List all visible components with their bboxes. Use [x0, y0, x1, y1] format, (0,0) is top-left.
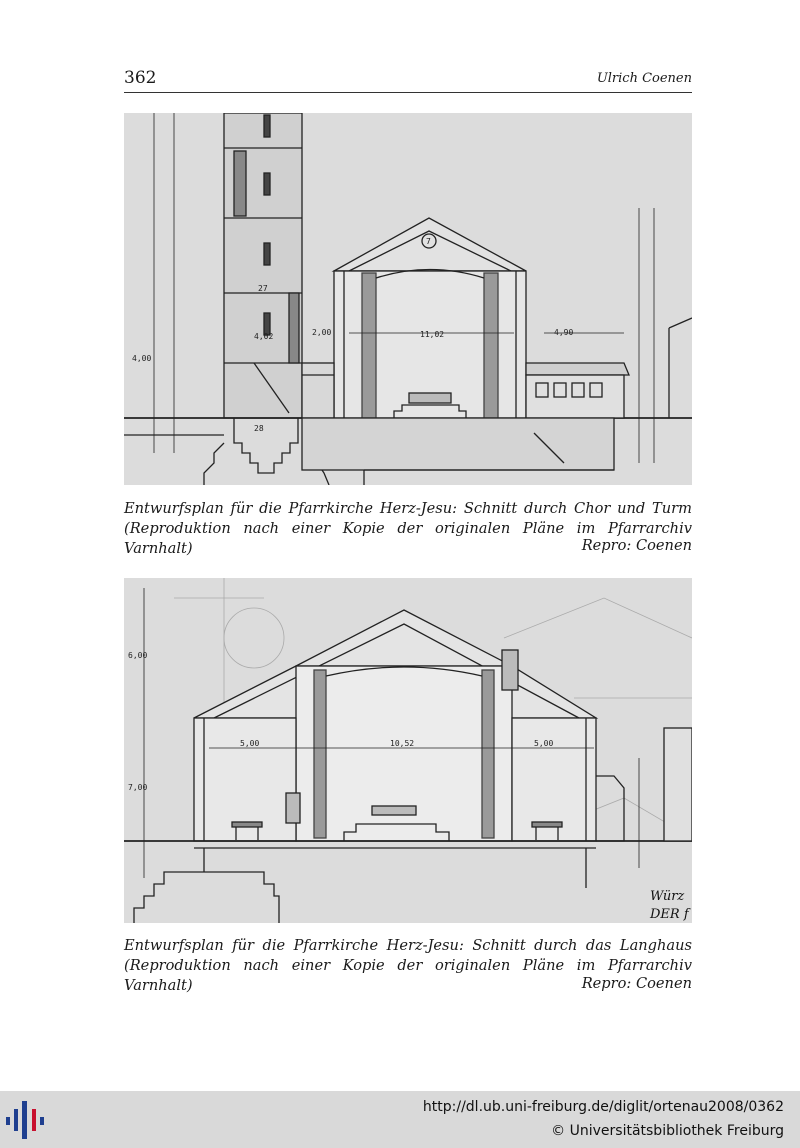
figure-2-svg: [124, 578, 692, 923]
fig2-handwriting-1: Würz: [650, 889, 685, 904]
fig1-room-1-label: 27: [258, 284, 268, 293]
fig1-level-1-label: 4,02: [254, 332, 274, 341]
fig2-aisle-right-label: 5,00: [534, 739, 554, 748]
footer-copyright: © Universitätsbibliothek Freiburg: [551, 1123, 784, 1139]
footer-url-link[interactable]: http://dl.ub.uni-freiburg.de/diglit/ortenau2008/0362: [422, 1099, 784, 1115]
figure-1-choir-tower-drawing: [124, 113, 692, 485]
figure-1-caption: Entwurfsplan für die Pfarrkirche Herz-Jesu: Schnitt durch Chor und Turm (Reproduktion nach einer Kopie der originalen Pläne im Pfarrarchiv Varnhalt): [124, 500, 692, 557]
fig2-nave-width-label: 10,52: [390, 739, 415, 748]
library-footer: [0, 1091, 800, 1148]
fig2-height-2-label: 6,00: [128, 651, 148, 660]
figure-2-caption: Entwurfsplan für die Pfarrkirche Herz-Jesu: Schnitt durch das Langhaus (Reproduktion nach einer Kopie der originalen Pläne im Pfarrarchiv Varnhalt): [124, 937, 692, 994]
figure-1-credit: Repro: Coenen: [581, 537, 692, 554]
fig2-aisle-left-label: 5,00: [240, 739, 260, 748]
page-number: 362: [124, 68, 157, 88]
running-head-author: Ulrich Coenen: [596, 71, 692, 86]
ub-freiburg-logo-icon: [6, 1099, 50, 1141]
fig1-room-2-label: 28: [254, 424, 264, 433]
figure-2-nave-drawing: [124, 578, 692, 923]
fig2-handwriting-2: DER f: [650, 907, 689, 922]
fig1-side-right-label: 4,90: [554, 328, 574, 337]
fig1-apse-label: 7: [426, 237, 431, 246]
figure-2-credit: Repro: Coenen: [581, 975, 692, 992]
page-header: [124, 68, 692, 93]
fig2-height-1-label: 7,00: [128, 783, 148, 792]
fig1-side-left-label: 2,00: [312, 328, 332, 337]
fig1-nave-width-label: 11,02: [420, 330, 445, 339]
fig1-level-2-label: 4,00: [132, 354, 152, 363]
figure-1-svg: [124, 113, 692, 485]
